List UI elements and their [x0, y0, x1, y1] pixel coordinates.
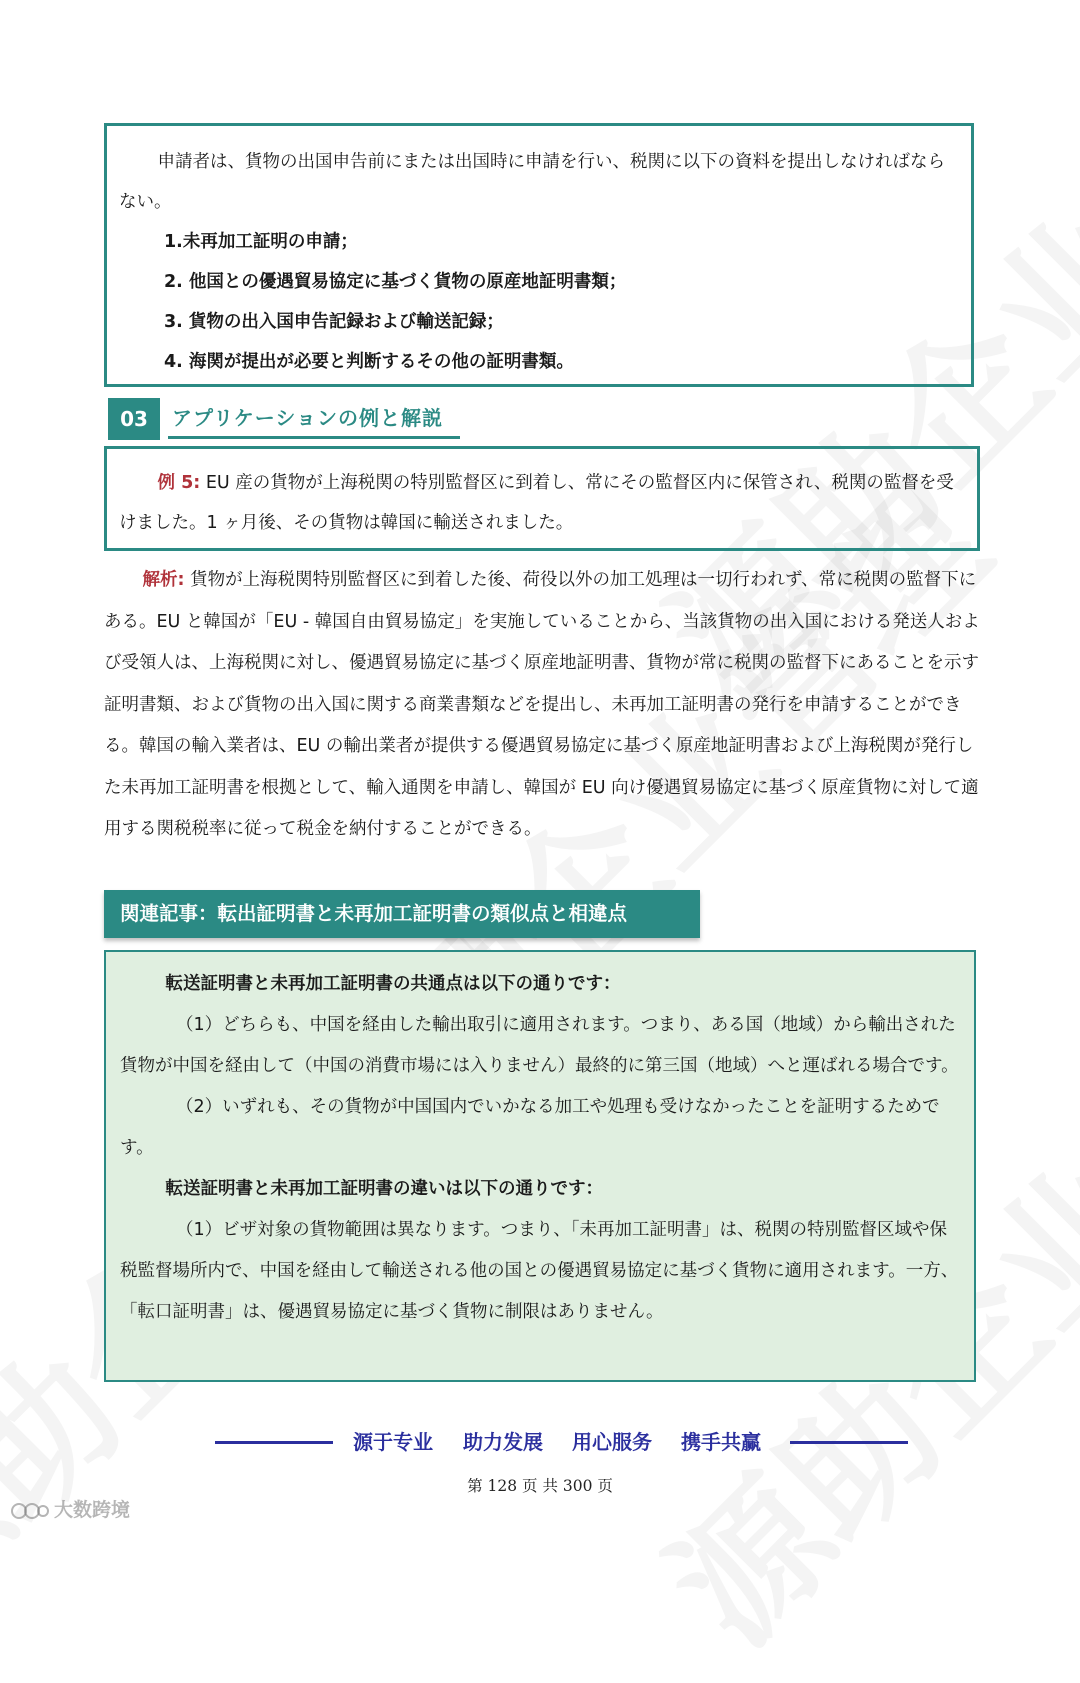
requirement-item: 1.未再加工証明の申請；: [164, 232, 358, 252]
common-heading: 転送証明書と未再加工証明書の共通点は以下の通りです：: [165, 974, 621, 994]
footer-line-left: [215, 1441, 333, 1444]
slogan: 携手共赢: [681, 1430, 761, 1454]
footer-line-right: [790, 1441, 908, 1444]
example-text: EU 産の貨物が上海税関の特別監督区に到着し、常にその監督区内に保管され、税関の監督を受けました。1 ヶ月後、その貨物は韓国に輸送されました。: [119, 473, 954, 533]
section-title: アプリケーションの例と解説: [172, 406, 443, 430]
related-header: 関連記事：転出証明書と未再加工証明書の類似点と相違点: [104, 890, 700, 938]
brand-watermark: [10, 1495, 130, 1522]
section-underline: [168, 436, 460, 439]
slogan: 助力发展: [463, 1430, 543, 1454]
brand-name: 大数跨境: [54, 1499, 131, 1521]
related-box: [104, 950, 976, 1382]
diff-heading: 転送証明書と未再加工証明書の違いは以下の通りです：: [165, 1179, 603, 1199]
brand-logo-icon: [10, 1500, 50, 1522]
requirement-item: 4. 海関が提出が必要と判断するその他の証明書類。: [164, 352, 574, 372]
requirements-intro: 申請者は、貨物の出国申告前にまたは出国時に申請を行い、税関に以下の資料を提出しなければならない。: [119, 152, 945, 212]
common-point-1: （1）どちらも、中国を経由した輸出取引に適用されます。つまり、ある国（地域）から輸出された貨物が中国を経由して（中国の消費市場には入りません）最終的に第三国（地域）へと運ばれる場合です。: [120, 1015, 959, 1076]
slogan: 源于专业: [353, 1430, 433, 1454]
slogan: 用心服务: [572, 1430, 652, 1454]
section-number: 03: [108, 398, 160, 440]
common-point-2: （2）いずれも、その貨物が中国国内でいかなる加工や処理も受けなかったことを証明するためです。: [120, 1097, 940, 1158]
example-box: [104, 446, 980, 551]
section-header: [108, 398, 588, 440]
analysis-label: 解析:: [142, 570, 185, 590]
requirement-item: 2. 他国との優遇貿易協定に基づく貨物の原産地証明書類；: [164, 272, 627, 292]
page-number: 第 128 页 共 300 页: [467, 1477, 613, 1495]
example-paragraph: [119, 463, 965, 543]
requirement-item: 3. 貨物の出入国申告記録および輸送記録；: [164, 312, 504, 332]
analysis-paragraph: [104, 560, 980, 851]
diff-point-1: （1）ビザ対象の貨物範囲は異なります。つまり、「未再加工証明書」は、税関の特別監督区域や保税監督場所内で、中国を経由して輸送される他の国との優遇貿易協定に基づく貨物に適用されます。一方、「転口証明書」は、優遇貿易協定に基づく貨物に制限はありません。: [120, 1220, 959, 1322]
example-label: 例 5:: [157, 473, 201, 493]
analysis-text: 貨物が上海税関特別監督区に到着した後、荷役以外の加工処理は一切行われず、常に税関の監督下にある。EU と韓国が「EU - 韓国自由貿易協定」を実施していることから、当該貨物の出入国における発送人および受領人は、上海税関に対し、優遇貿易協定に基づく原産地証明書、貨物が常に税関の監督下にあることを示す証明書類、および貨物の出入国に関する商業書類などを提出し、未再加工証明書の発行を申請することができる。韓国の輸入業者は、EU の輸出業者が提供する優遇貿易協定に基づく原産地証明書および上海税関が発行した未再加工証明書を根拠として、輸入通関を申請し、韓国が EU 向け優遇貿易協定に基づく原産貨物に対して適用する関税税率に従って税金を納付することができる。: [104, 570, 980, 839]
requirements-box: [104, 123, 974, 387]
footer-slogans: [215, 1424, 908, 1460]
